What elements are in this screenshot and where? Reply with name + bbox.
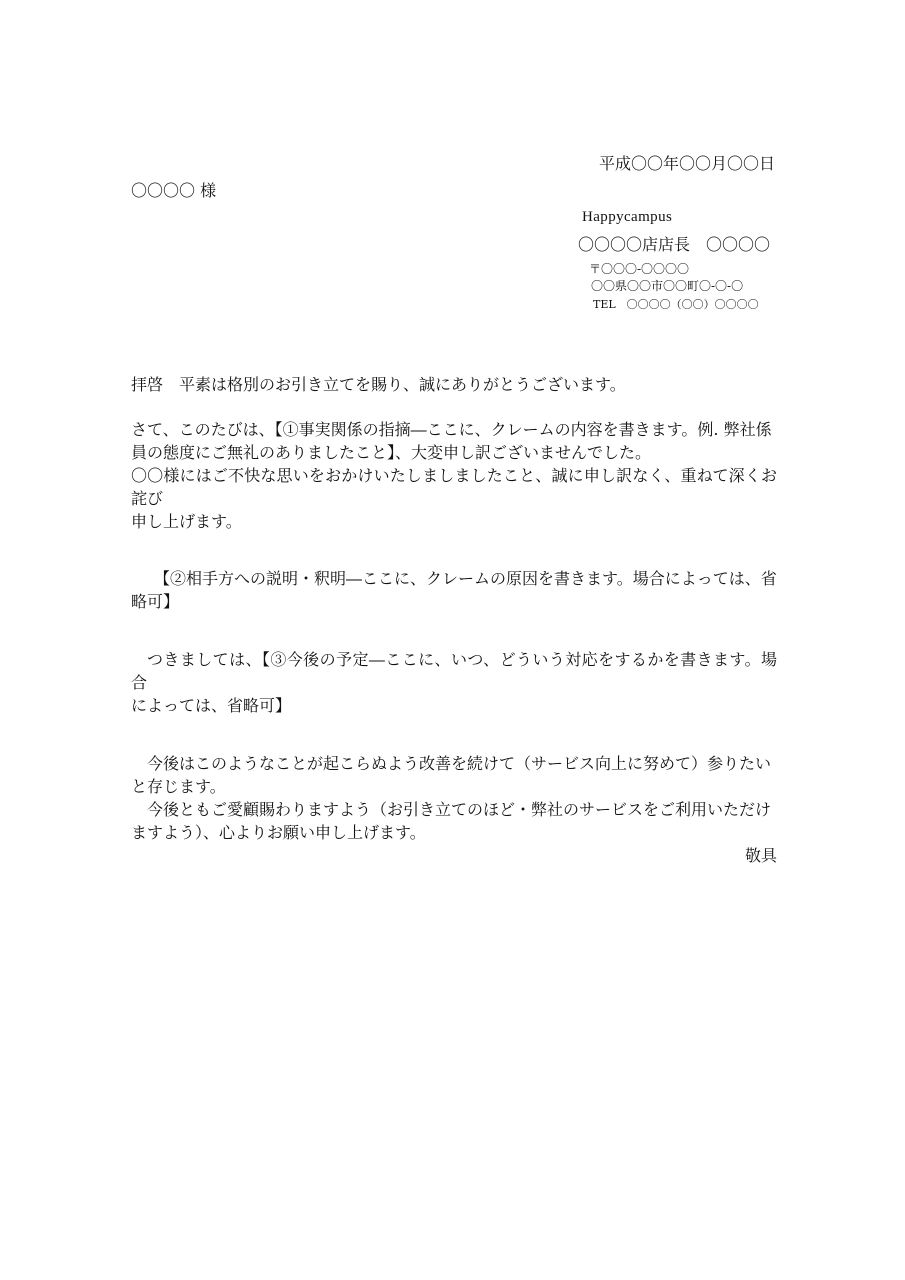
- sender-company: Happycampus: [582, 209, 673, 225]
- fact-line-1: さて、このたびは、【①事実関係の指摘―ここに、クレームの内容を書きます。例. 弊社係: [131, 420, 772, 439]
- opening-paragraph: 拝啓 平素は格別のお引き立てを賜り、誠にありがとうございます。: [131, 375, 626, 394]
- explanation-line-1: 【②相手方への説明・釈明―ここに、クレームの原因を書きます。場合によっては、省: [154, 569, 777, 588]
- fact-line-2: 員の態度にご無礼のありましたこと】、大変申し訳ございませんでした。: [131, 443, 652, 462]
- explanation-paragraph: [131, 567, 777, 613]
- plan-line-1: つきましては、【③今後の予定―ここに、いつ、どういう対応をするかを書きます。場合: [131, 650, 777, 692]
- sender-address: 〇〇県〇〇市〇〇町〇-〇-〇: [591, 279, 744, 293]
- sender-telephone: TEL 〇〇〇〇（〇〇）〇〇〇〇: [593, 298, 759, 311]
- sender-manager: 〇〇〇〇店店長 〇〇〇〇: [578, 235, 771, 254]
- letter-body: [131, 373, 777, 867]
- request-line-2: ますよう）、心よりお願い申し上げます。: [131, 823, 426, 842]
- improvement-and-request-paragraph: [131, 752, 777, 844]
- improvement-line-2: と存じます。: [131, 777, 226, 796]
- letter-date: 平成〇〇年〇〇月〇〇日: [598, 154, 775, 173]
- recipient-name: 〇〇〇〇 様: [131, 181, 217, 200]
- sender-postal-code: 〒〇〇〇-〇〇〇〇: [589, 262, 690, 276]
- request-line-1: 今後ともご愛顧賜わりますよう（お引き立てのほど・弊社のサービスをご利用いただけ: [147, 800, 772, 819]
- explanation-line-2: 略可】: [131, 592, 180, 611]
- improvement-line-1: 今後はこのようなことが起こらぬよう改善を続けて（サービス向上に努めて）参りたい: [147, 754, 772, 773]
- plan-paragraph: [131, 648, 777, 717]
- plan-line-2: によっては、省略可】: [131, 696, 292, 715]
- apology-line-2: 申し上げます。: [131, 512, 242, 531]
- fact-paragraph: [131, 418, 777, 533]
- closing-phrase: 敬具: [744, 846, 777, 865]
- apology-line-1: 〇〇様にはご不快な思いをおかけいたしましましたこと、誠に申し訳なく、重ねて深くお詫び: [131, 466, 777, 508]
